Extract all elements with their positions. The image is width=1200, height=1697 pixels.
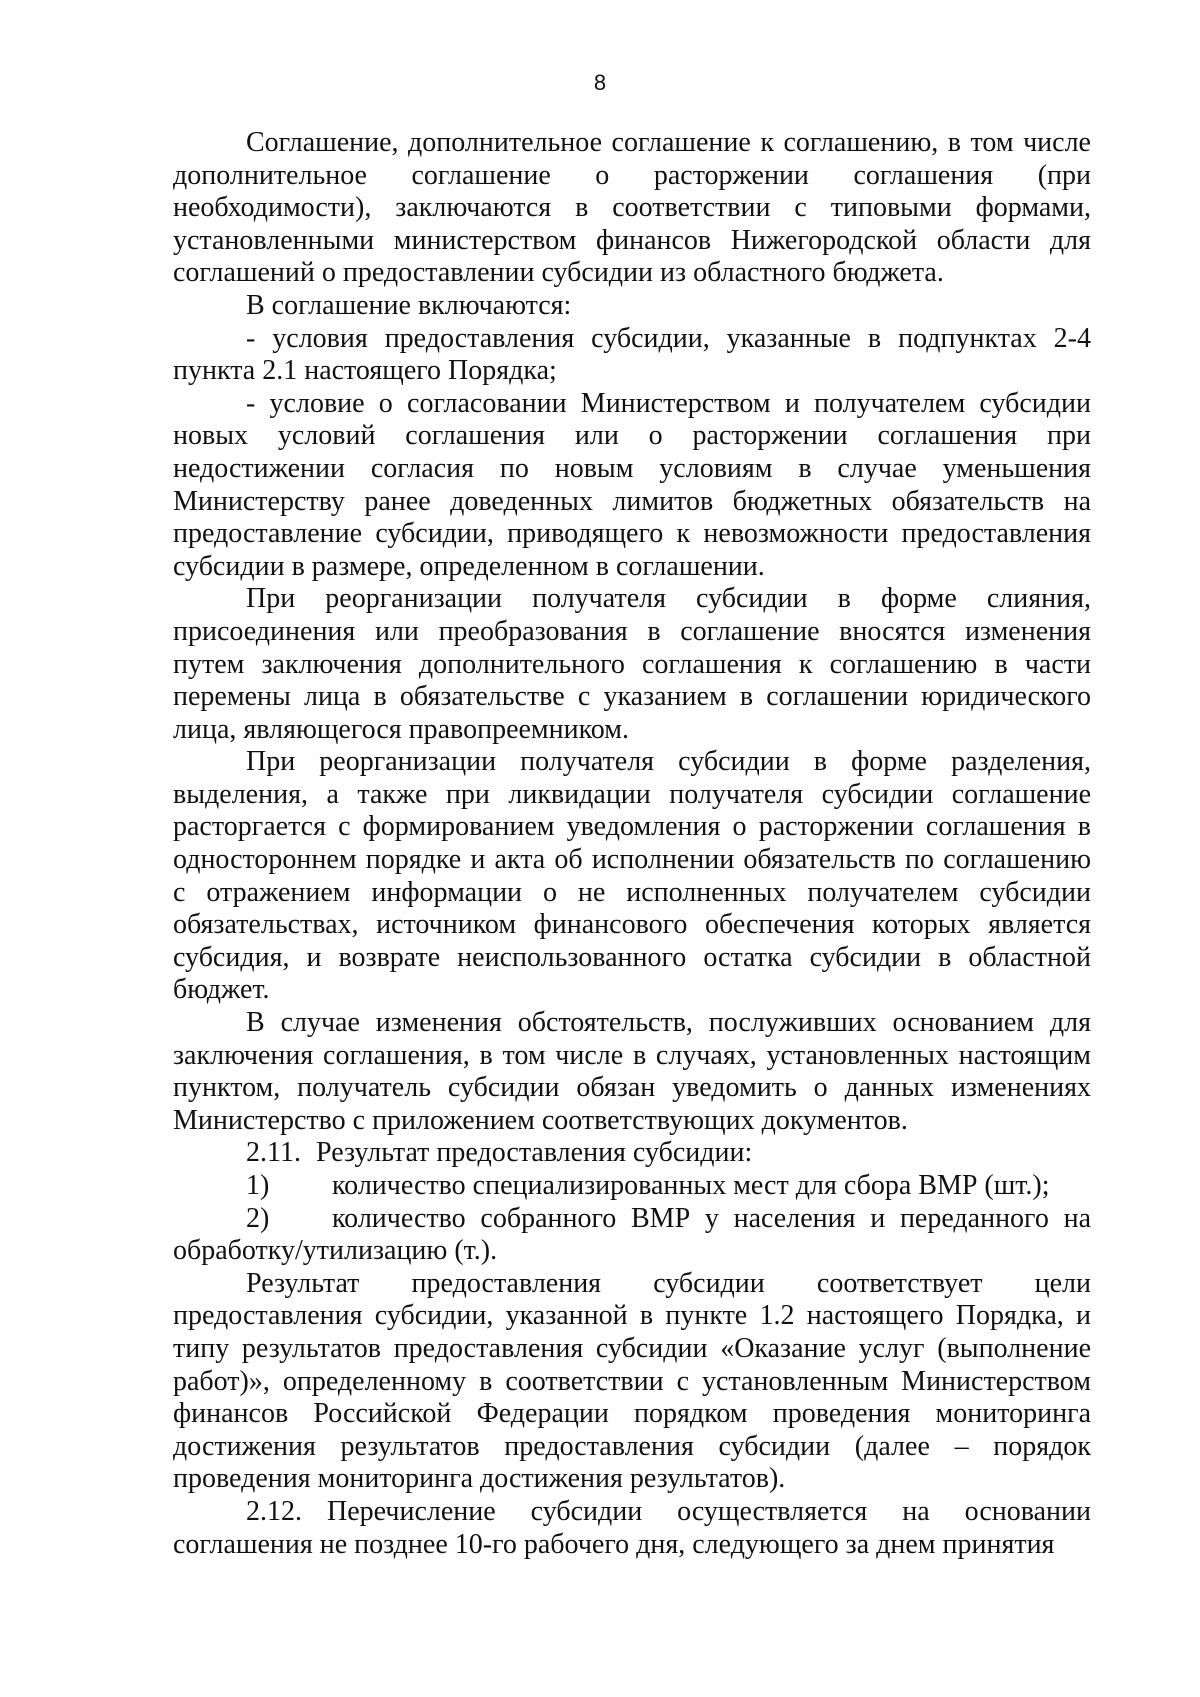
- section-2-11-number: 2.11.: [246, 1137, 301, 1169]
- section-2-12-heading: [173, 1496, 1091, 1561]
- section-2-11-text: Результат предоставления субсидии:: [316, 1137, 753, 1169]
- paragraph-conditions-item-2: - условие о согласовании Министерством и получателем субсидии новых условий соглашения или о расторжении соглашения при недостижении согласия по новым условиям в случае уменьшения Министерству ранее доведенных лимитов бюджетных обязательств на предоставление субсидии, приводящего к невозможности предоставления субсидии в размере, определенном в соглашении.: [173, 387, 1091, 582]
- paragraph-reorganization-merger: При реорганизации получателя субсидии в форме слияния, присоединения или преобразования в соглашение вносятся изменения путем заключения дополнительного соглашения к соглашению в части перемены лица в обязательстве с указанием в соглашении юридического лица, являющегося правопреемником.: [173, 583, 1091, 745]
- result-item-2: [173, 1203, 1091, 1268]
- page-number: 8: [593, 70, 607, 95]
- paragraph-reorganization-division: При реорганизации получателя субсидии в форме разделения, выделения, а также при ликвидации получателя субсидии соглашение расторгается с формированием уведомления о расторжении соглашения в одностороннем порядке и акта об исполнении обязательств по соглашению с отражением информации о не исполненных получателем субсидии обязательствах, источником финансового обеспечения которых является субсидия, и возврате неиспользованного остатка субсидии в областной бюджет.: [173, 746, 1091, 1006]
- result-item-1-text: количество специализированных мест для сбора ВМР (шт.);: [332, 1170, 1050, 1201]
- paragraph-conditions-item-1: - условия предоставления субсидии, указанные в подпунктах 2-4 пункта 2.1 настоящего Порядка;: [173, 322, 1091, 387]
- section-2-12-text: Перечисление субсидии осуществляется на основании соглашения не позднее 10-го рабочего дня, следующего за днем принятия: [173, 1495, 1091, 1560]
- paragraph-circumstances-change: В случае изменения обстоятельств, послуживших основанием для заключения соглашения, в том числе в случаях, установленных настоящим пунктом, получатель субсидии обязан уведомить о данных изменениях Министерство с приложением соответствующих документов.: [173, 1007, 1091, 1136]
- result-item-1: [173, 1170, 1091, 1203]
- result-item-2-marker: 2): [246, 1202, 270, 1234]
- document-body: [173, 127, 1091, 1561]
- paragraph-agreement-includes: В соглашение включаются:: [246, 289, 572, 321]
- result-item-1-marker: 1): [246, 1170, 270, 1201]
- paragraph-result-type: Результат предоставления субсидии соответствует цели предоставления субсидии, указанной в пункте 1.2 настоящего Порядка, и типу результатов предоставления субсидии «Оказание услуг (выполнение работ)», определенному в соответствии с установленным Министерством финансов Российской Федерации порядком проведения мониторинга достижения результатов предоставления субсидии (далее – порядок проведения мониторинга достижения результатов).: [173, 1267, 1091, 1495]
- section-2-11-heading: [173, 1137, 1091, 1170]
- section-2-12-number: 2.12.: [246, 1495, 302, 1527]
- paragraph-agreement-forms: Соглашение, дополнительное соглашение к соглашению, в том числе дополнительное соглашение о расторжении соглашения (при необходимости), заключаются в соответствии с типовыми формами, установленными министерством финансов Нижегородской области для соглашений о предоставлении субсидии из областного бюджета.: [173, 127, 1091, 289]
- result-item-2-text: количество собранного ВМР у населения и переданного на обработку/утилизацию (т.).: [173, 1202, 1091, 1267]
